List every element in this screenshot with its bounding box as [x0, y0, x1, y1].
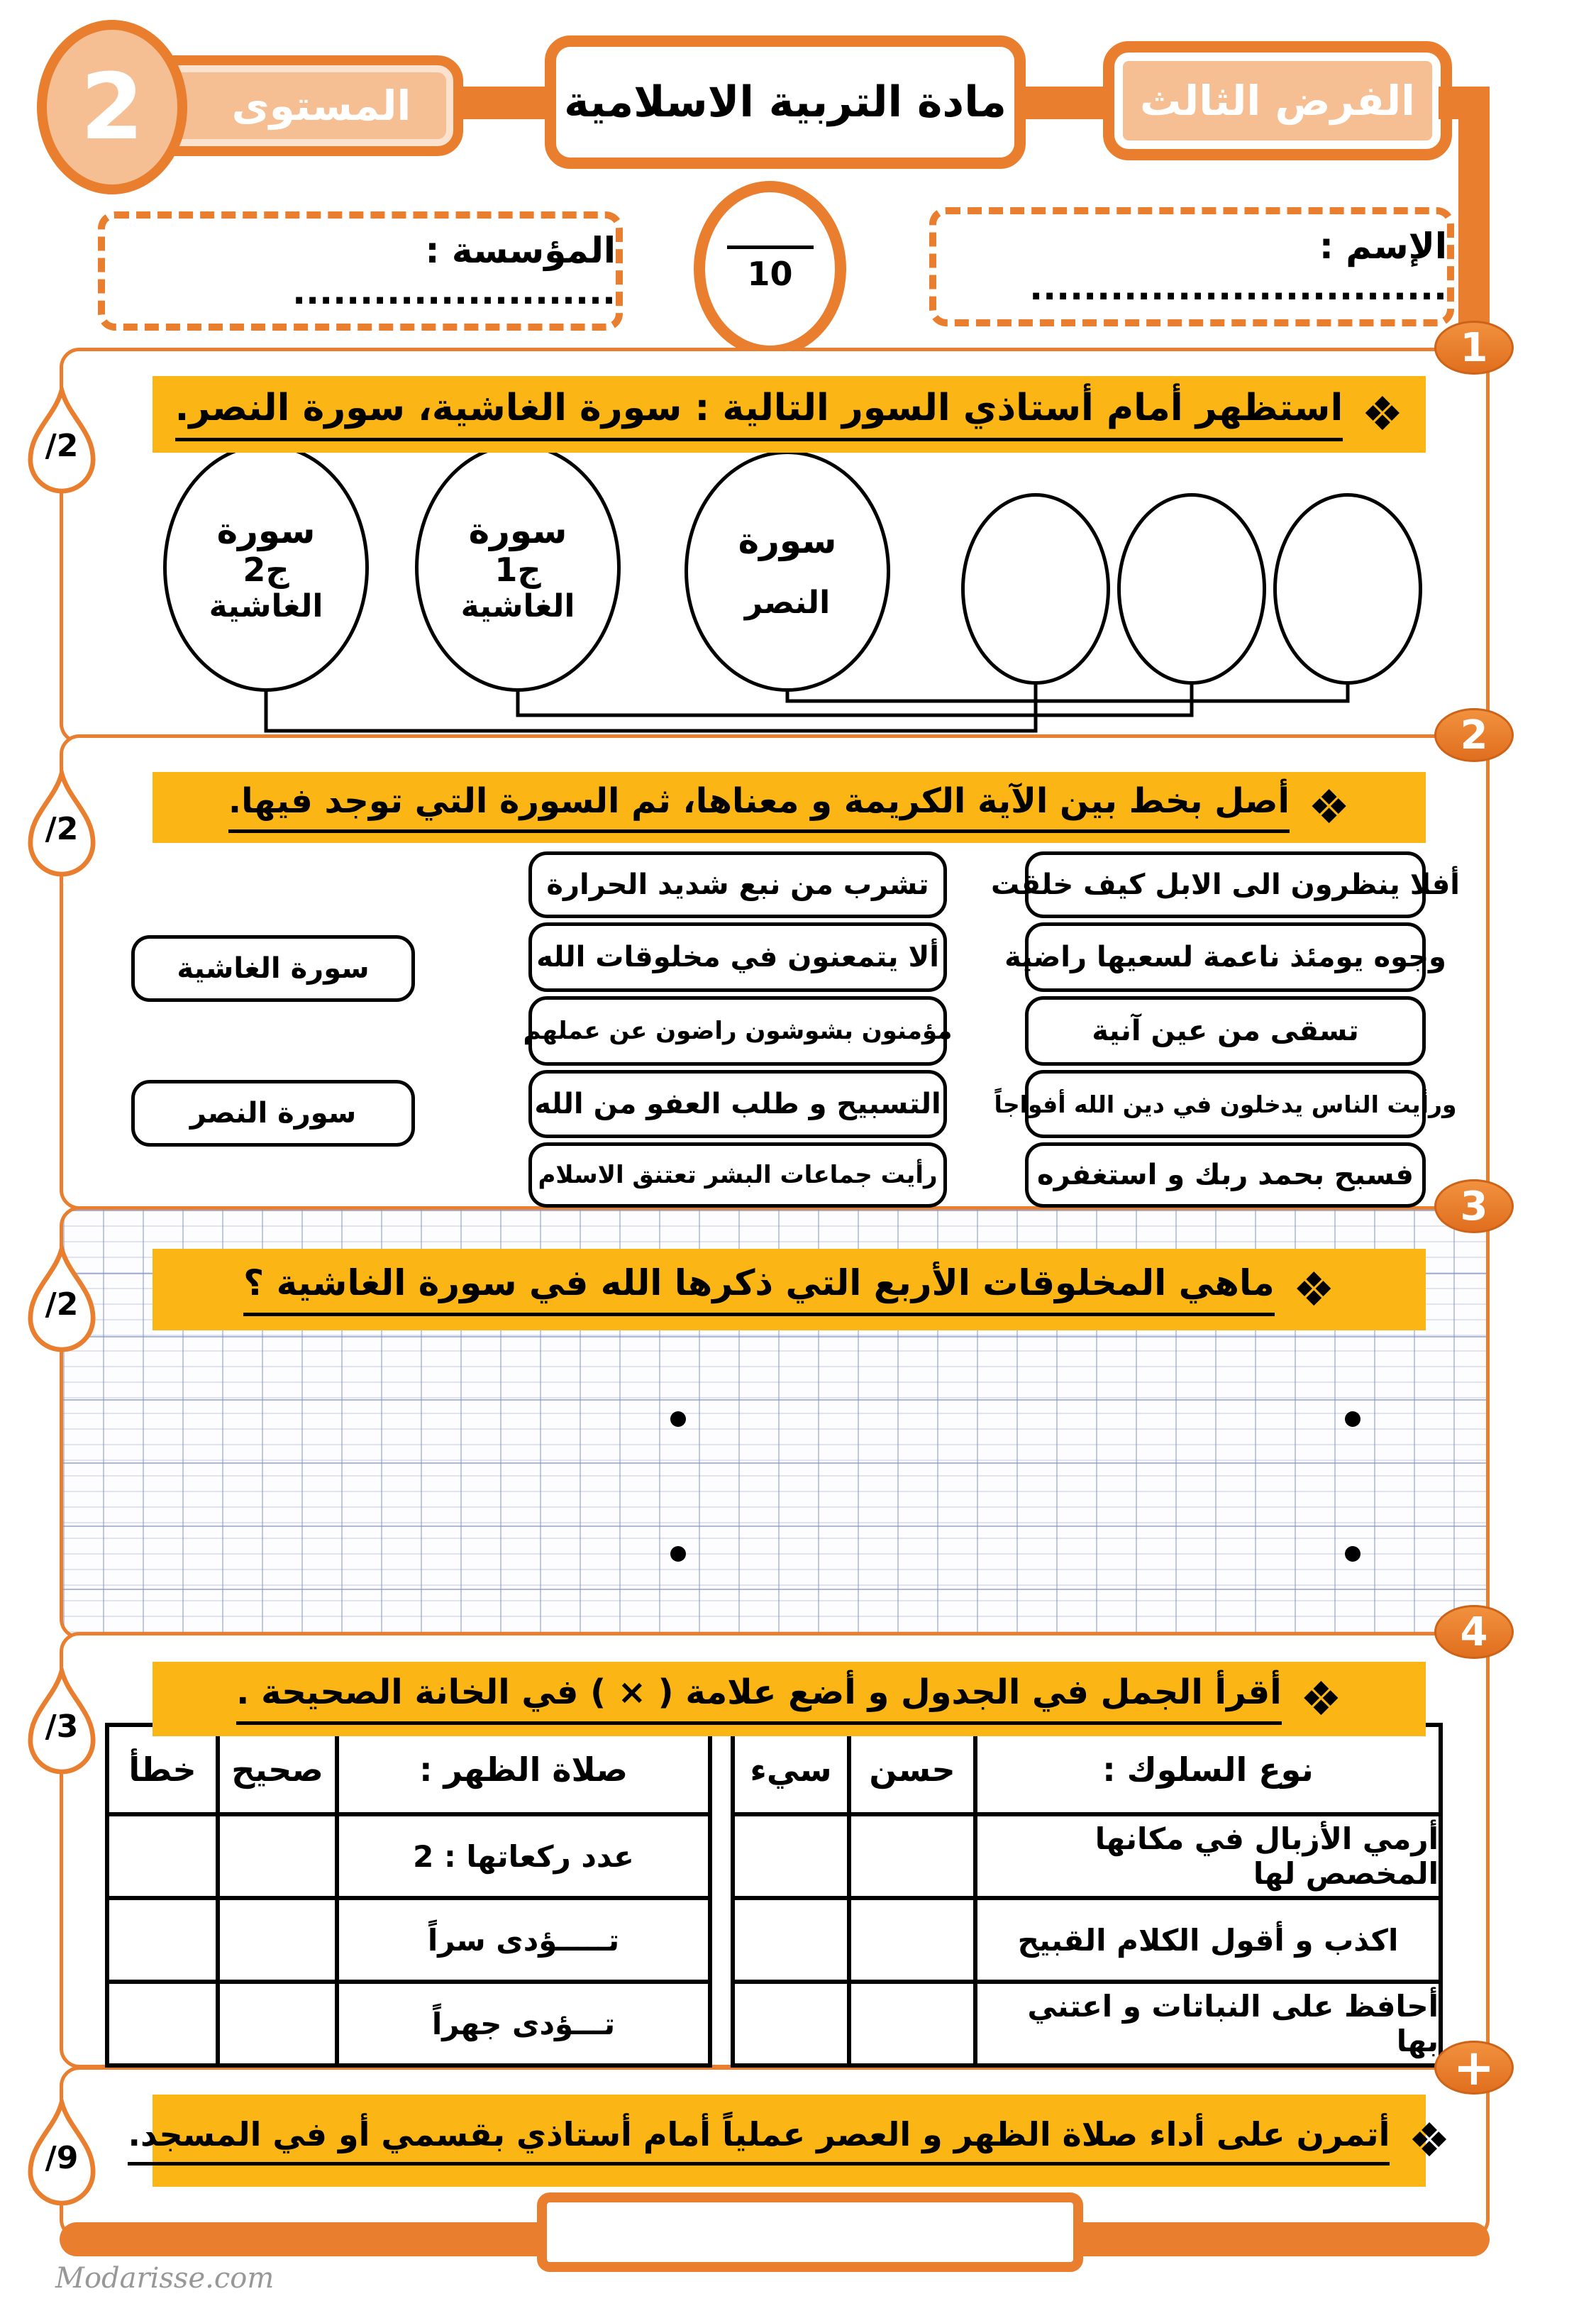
section-1-title: استظهر أمام أستاذي السور التالية : سورة الغاشية، سورة النصر. — [175, 387, 1343, 442]
checkbox-cell[interactable] — [735, 1816, 847, 1896]
verse-box[interactable] — [990, 851, 1461, 918]
diamond-bullet-icon: ❖ — [1292, 1262, 1335, 1317]
sura-circle-line: سورة — [216, 509, 316, 551]
meaning-text: مؤمنون بشوشون راضون عن عملهم — [523, 1017, 953, 1045]
sura-circle-line: الغاشية — [209, 587, 323, 624]
section-2-number: 2 — [1460, 712, 1488, 758]
sura-circle-line: النصر — [744, 585, 831, 622]
section-4-title: أقرأ الجمل في الجدول و أضع علامة ( × ) في الخانة الصحيحة . — [236, 1673, 1282, 1724]
sura-box-ghashiya[interactable] — [131, 935, 415, 1002]
prayer-header-statement: صلاة الظهر : — [339, 1727, 708, 1812]
checkbox-cell[interactable] — [220, 1816, 335, 1896]
diamond-bullet-icon: ❖ — [1408, 2113, 1451, 2168]
checkbox-cell[interactable] — [109, 1816, 216, 1896]
sura-circle-nasr — [685, 451, 890, 692]
behavior-statement: أرمي الأزبال في مكانها المخصص لها — [977, 1816, 1439, 1896]
student-name-label: الإسم : ............................... — [1029, 226, 1447, 308]
verse-text: ورأيت الناس يدخلون في دين الله أفواجاً — [994, 1090, 1457, 1118]
institution-label: المؤسسة : ........................ — [292, 230, 616, 312]
prayer-header-correct: صحيح — [220, 1727, 335, 1812]
checkbox-cell[interactable] — [851, 1900, 973, 1980]
sura-circle-ghashiya-2 — [163, 443, 369, 692]
prayer-statement: تـــــؤدى سراً — [339, 1900, 708, 1980]
header-connector-right — [1021, 87, 1108, 119]
behavior-statement: أحافظ على النباتات و اعتني بها — [977, 1984, 1439, 2063]
diamond-bullet-icon: ❖ — [1361, 387, 1404, 441]
behavior-statement: اكذب و أقول الكلام القبيح — [977, 1900, 1439, 1980]
checkbox-cell[interactable] — [735, 1900, 847, 1980]
section-3-score-value: /2 — [45, 1286, 79, 1323]
level-label: المستوى — [231, 82, 411, 130]
verse-box[interactable] — [1025, 1142, 1426, 1208]
meaning-box[interactable] — [528, 1070, 947, 1138]
section-2-score-value: /2 — [45, 811, 79, 847]
meaning-text: التسبيح و طلب العفو من الله — [534, 1088, 941, 1120]
meaning-box[interactable] — [523, 996, 953, 1066]
behavior-header-bad: سيء — [735, 1727, 847, 1812]
watermark — [55, 2262, 274, 2295]
verse-box[interactable] — [1025, 996, 1426, 1066]
section-3-badge — [1434, 1179, 1514, 1233]
empty-recite-circle-1[interactable] — [961, 493, 1110, 685]
bonus-plus: + — [1453, 2039, 1495, 2097]
section-3-title: ماهي المخلوقات الأربع التي ذكرها الله في سورة الغاشية ؟ — [243, 1263, 1275, 1316]
signature-box[interactable] — [537, 2192, 1083, 2272]
sura-text: سورة الغاشية — [177, 952, 370, 985]
section-2-title-band — [153, 772, 1426, 843]
verse-text: أفلا ينظرون الى الابل كيف خلقت — [990, 868, 1461, 901]
meaning-text: ألا يتمعنون في مخلوقات الله — [536, 941, 939, 973]
behavior-table — [731, 1723, 1443, 2068]
meaning-text: تشرب من نبع شديد الحرارة — [546, 868, 929, 901]
section-1-title-band — [153, 376, 1426, 453]
checkbox-cell[interactable] — [735, 1984, 847, 2063]
checkbox-cell[interactable] — [851, 1984, 973, 2063]
level-pill — [144, 55, 463, 156]
section-2-badge — [1434, 708, 1514, 762]
section-4-title-band — [153, 1662, 1426, 1736]
sura-circle-line: سورة — [468, 509, 567, 551]
score-fraction-line — [727, 246, 814, 249]
checkbox-cell[interactable] — [109, 1984, 216, 2063]
section-3-title-band — [153, 1249, 1426, 1330]
student-name-field[interactable] — [929, 207, 1454, 326]
section-4-score-value: /3 — [45, 1709, 79, 1745]
checkbox-cell[interactable] — [220, 1900, 335, 1980]
subject-title: مادة التربية الاسلامية — [564, 77, 1007, 127]
verse-text: فسبح بحمد ربك و استغفره — [1037, 1159, 1414, 1191]
section-3-score — [28, 1245, 96, 1356]
header-connector-left — [458, 87, 550, 119]
bonus-score-value: /9 — [45, 2140, 79, 2176]
prayer-table — [105, 1723, 712, 2068]
meaning-box[interactable] — [528, 922, 947, 992]
empty-recite-circle-3[interactable] — [1273, 493, 1422, 685]
meaning-text: رأيت جماعات البشر تعتنق الاسلام — [538, 1161, 938, 1189]
sura-circle-line: ج2 — [243, 551, 289, 589]
bonus-badge — [1434, 2041, 1514, 2095]
diamond-bullet-icon: ❖ — [1307, 780, 1351, 834]
section-1-number: 1 — [1460, 324, 1488, 371]
answer-dot — [1345, 1546, 1361, 1562]
bonus-score — [28, 2099, 96, 2210]
level-number: 2 — [80, 54, 144, 160]
behavior-header-statement: نوع السلوك : — [977, 1727, 1439, 1812]
diamond-bullet-icon: ❖ — [1299, 1671, 1342, 1726]
level-number-circle — [37, 20, 187, 194]
section-1-score — [28, 387, 96, 497]
section-4-number: 4 — [1460, 1609, 1488, 1655]
prayer-header-wrong: خطأ — [109, 1727, 216, 1812]
section-4-badge — [1434, 1605, 1514, 1659]
sura-box-nasr[interactable] — [131, 1080, 415, 1147]
bonus-title-band — [128, 2095, 1451, 2187]
sura-circle-line: الغاشية — [460, 587, 575, 624]
verse-text: وجوه يومئذ ناعمة لسعيها راضية — [1004, 941, 1446, 973]
section-2-score — [28, 770, 96, 881]
section-1-badge — [1434, 321, 1514, 375]
checkbox-cell[interactable] — [220, 1984, 335, 2063]
subject-box — [545, 35, 1026, 169]
section-1-score-value: /2 — [45, 428, 79, 464]
verse-box[interactable] — [1004, 922, 1446, 992]
prayer-statement: عدد ركعاتها : 2 — [339, 1816, 708, 1896]
prayer-statement: تـــؤدى جهراً — [339, 1984, 708, 2063]
answer-dot — [670, 1411, 686, 1427]
institution-field[interactable] — [98, 211, 623, 331]
sura-text: سورة النصر — [189, 1097, 357, 1130]
behavior-header-good: حسن — [851, 1727, 973, 1812]
total-score-circle[interactable] — [694, 181, 846, 357]
section-2-title: أصل بخط بين الآية الكريمة و معناها، ثم السورة التي توجد فيها. — [228, 782, 1290, 833]
meaning-box[interactable] — [528, 851, 947, 918]
bonus-title: أتمرن على أداء صلاة الظهر و العصر عملياً أمام أستاذي بقسمي أو في المسجد. — [128, 2116, 1390, 2166]
exam-number-pill — [1103, 41, 1452, 160]
checkbox-cell[interactable] — [851, 1816, 973, 1896]
exam-number-label: الفرض الثالث — [1140, 77, 1415, 125]
meaning-box[interactable] — [528, 1142, 947, 1208]
sura-circle-line: ج1 — [494, 551, 541, 589]
section-4-score — [28, 1667, 96, 1778]
verse-text: تسقى من عين آنية — [1092, 1015, 1359, 1047]
checkbox-cell[interactable] — [109, 1900, 216, 1980]
sura-circle-ghashiya-1 — [415, 443, 621, 692]
verse-box[interactable] — [994, 1070, 1457, 1138]
section-3-number: 3 — [1460, 1183, 1488, 1230]
answer-dot — [670, 1546, 686, 1562]
score-denominator: 10 — [747, 254, 793, 293]
watermark-text: Modarisse.com — [55, 2262, 275, 2295]
sura-circle-line: سورة — [738, 519, 837, 561]
empty-recite-circle-2[interactable] — [1117, 493, 1266, 685]
answer-dot — [1345, 1411, 1361, 1427]
